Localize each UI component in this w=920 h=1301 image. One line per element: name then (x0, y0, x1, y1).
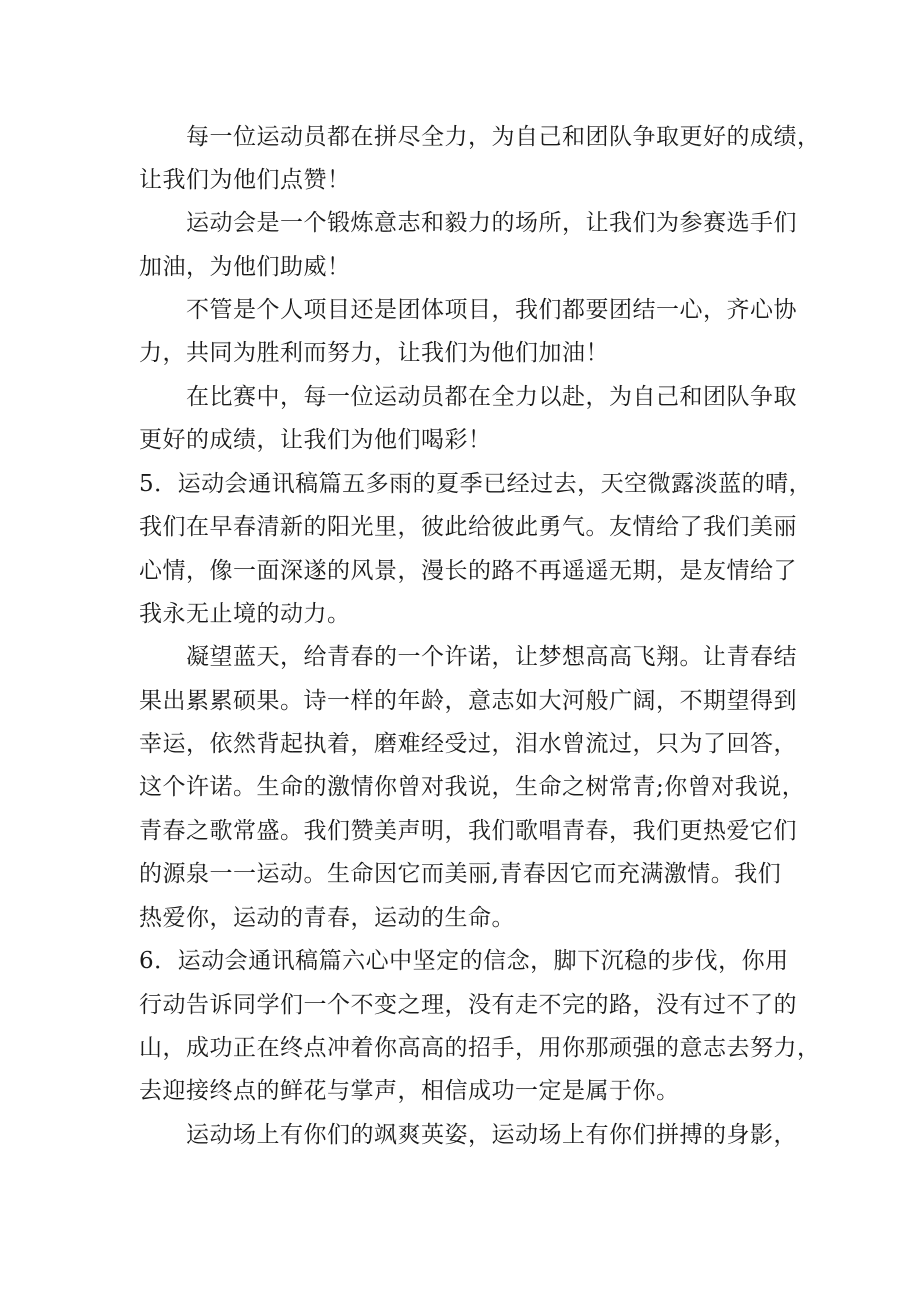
text-line: 青春之歌常盛。我们赞美声明，我们歌唱青春，我们更热爱它们 (139, 818, 797, 844)
text-line: 让我们为他们点赞！ (139, 167, 351, 193)
text-line: 果出累累硕果。诗一样的年龄，意志如大河般广阔，不期望得到 (139, 688, 797, 714)
text-line: 我们在早春清新的阳光里，彼此给彼此勇气。友情给了我们美丽 (139, 514, 797, 540)
text-line: 每一位运动员都在拼尽全力，为自己和团队争取更好的成绩， (186, 124, 821, 150)
text-line: 热爱你，运动的青春，运动的生命。 (139, 905, 515, 931)
text-line: 更好的成绩，让我们为他们喝彩！ (139, 427, 492, 453)
text-line: 5．运动会通讯稿篇五多雨的夏季已经过去，天空微露淡蓝的晴， (139, 471, 813, 497)
text-line: 这个许诺。生命的激情你曾对我说，生命之树常青;你曾对我说， (139, 774, 806, 800)
text-line: 6．运动会通讯稿篇六心中坚定的信念，脚下沉稳的步伐，你用 (139, 948, 789, 974)
text-line: 运动会是一个锻炼意志和毅力的场所，让我们为参赛选手们 (186, 210, 797, 236)
text-line: 在比赛中，每一位运动员都在全力以赴，为自己和团队争取 (186, 384, 797, 410)
text-line: 心情，像一面深遂的风景，漫长的路不再遥遥无期，是友情给了 (139, 558, 797, 584)
text-line: 运动场上有你们的飒爽英姿，运动场上有你们拼搏的身影， (186, 1122, 797, 1148)
text-line: 凝望蓝天，给青春的一个许诺，让梦想高高飞翔。让青春结 (186, 644, 797, 670)
text-line: 行动告诉同学们一个不变之理，没有走不完的路，没有过不了的 (139, 992, 797, 1018)
text-line: 不管是个人项目还是团体项目，我们都要团结一心，齐心协 (186, 297, 797, 323)
text-line: 我永无止境的动力。 (139, 601, 351, 627)
text-line: 去迎接终点的鲜花与掌声，相信成功一定是属于你。 (139, 1078, 680, 1104)
text-line: 力，共同为胜利而努力，让我们为他们加油！ (139, 340, 609, 366)
text-line: 幸运，依然背起执着，磨难经受过，泪水曾流过，只为了回答， (139, 731, 797, 757)
text-line: 的源泉一一运动。生命因它而美丽,青春因它而充满激情。我们 (139, 861, 782, 887)
text-line: 加油，为他们助威！ (139, 254, 351, 280)
text-line: 山，成功正在终点冲着你高高的招手，用你那顽强的意志去努力， (139, 1035, 821, 1061)
